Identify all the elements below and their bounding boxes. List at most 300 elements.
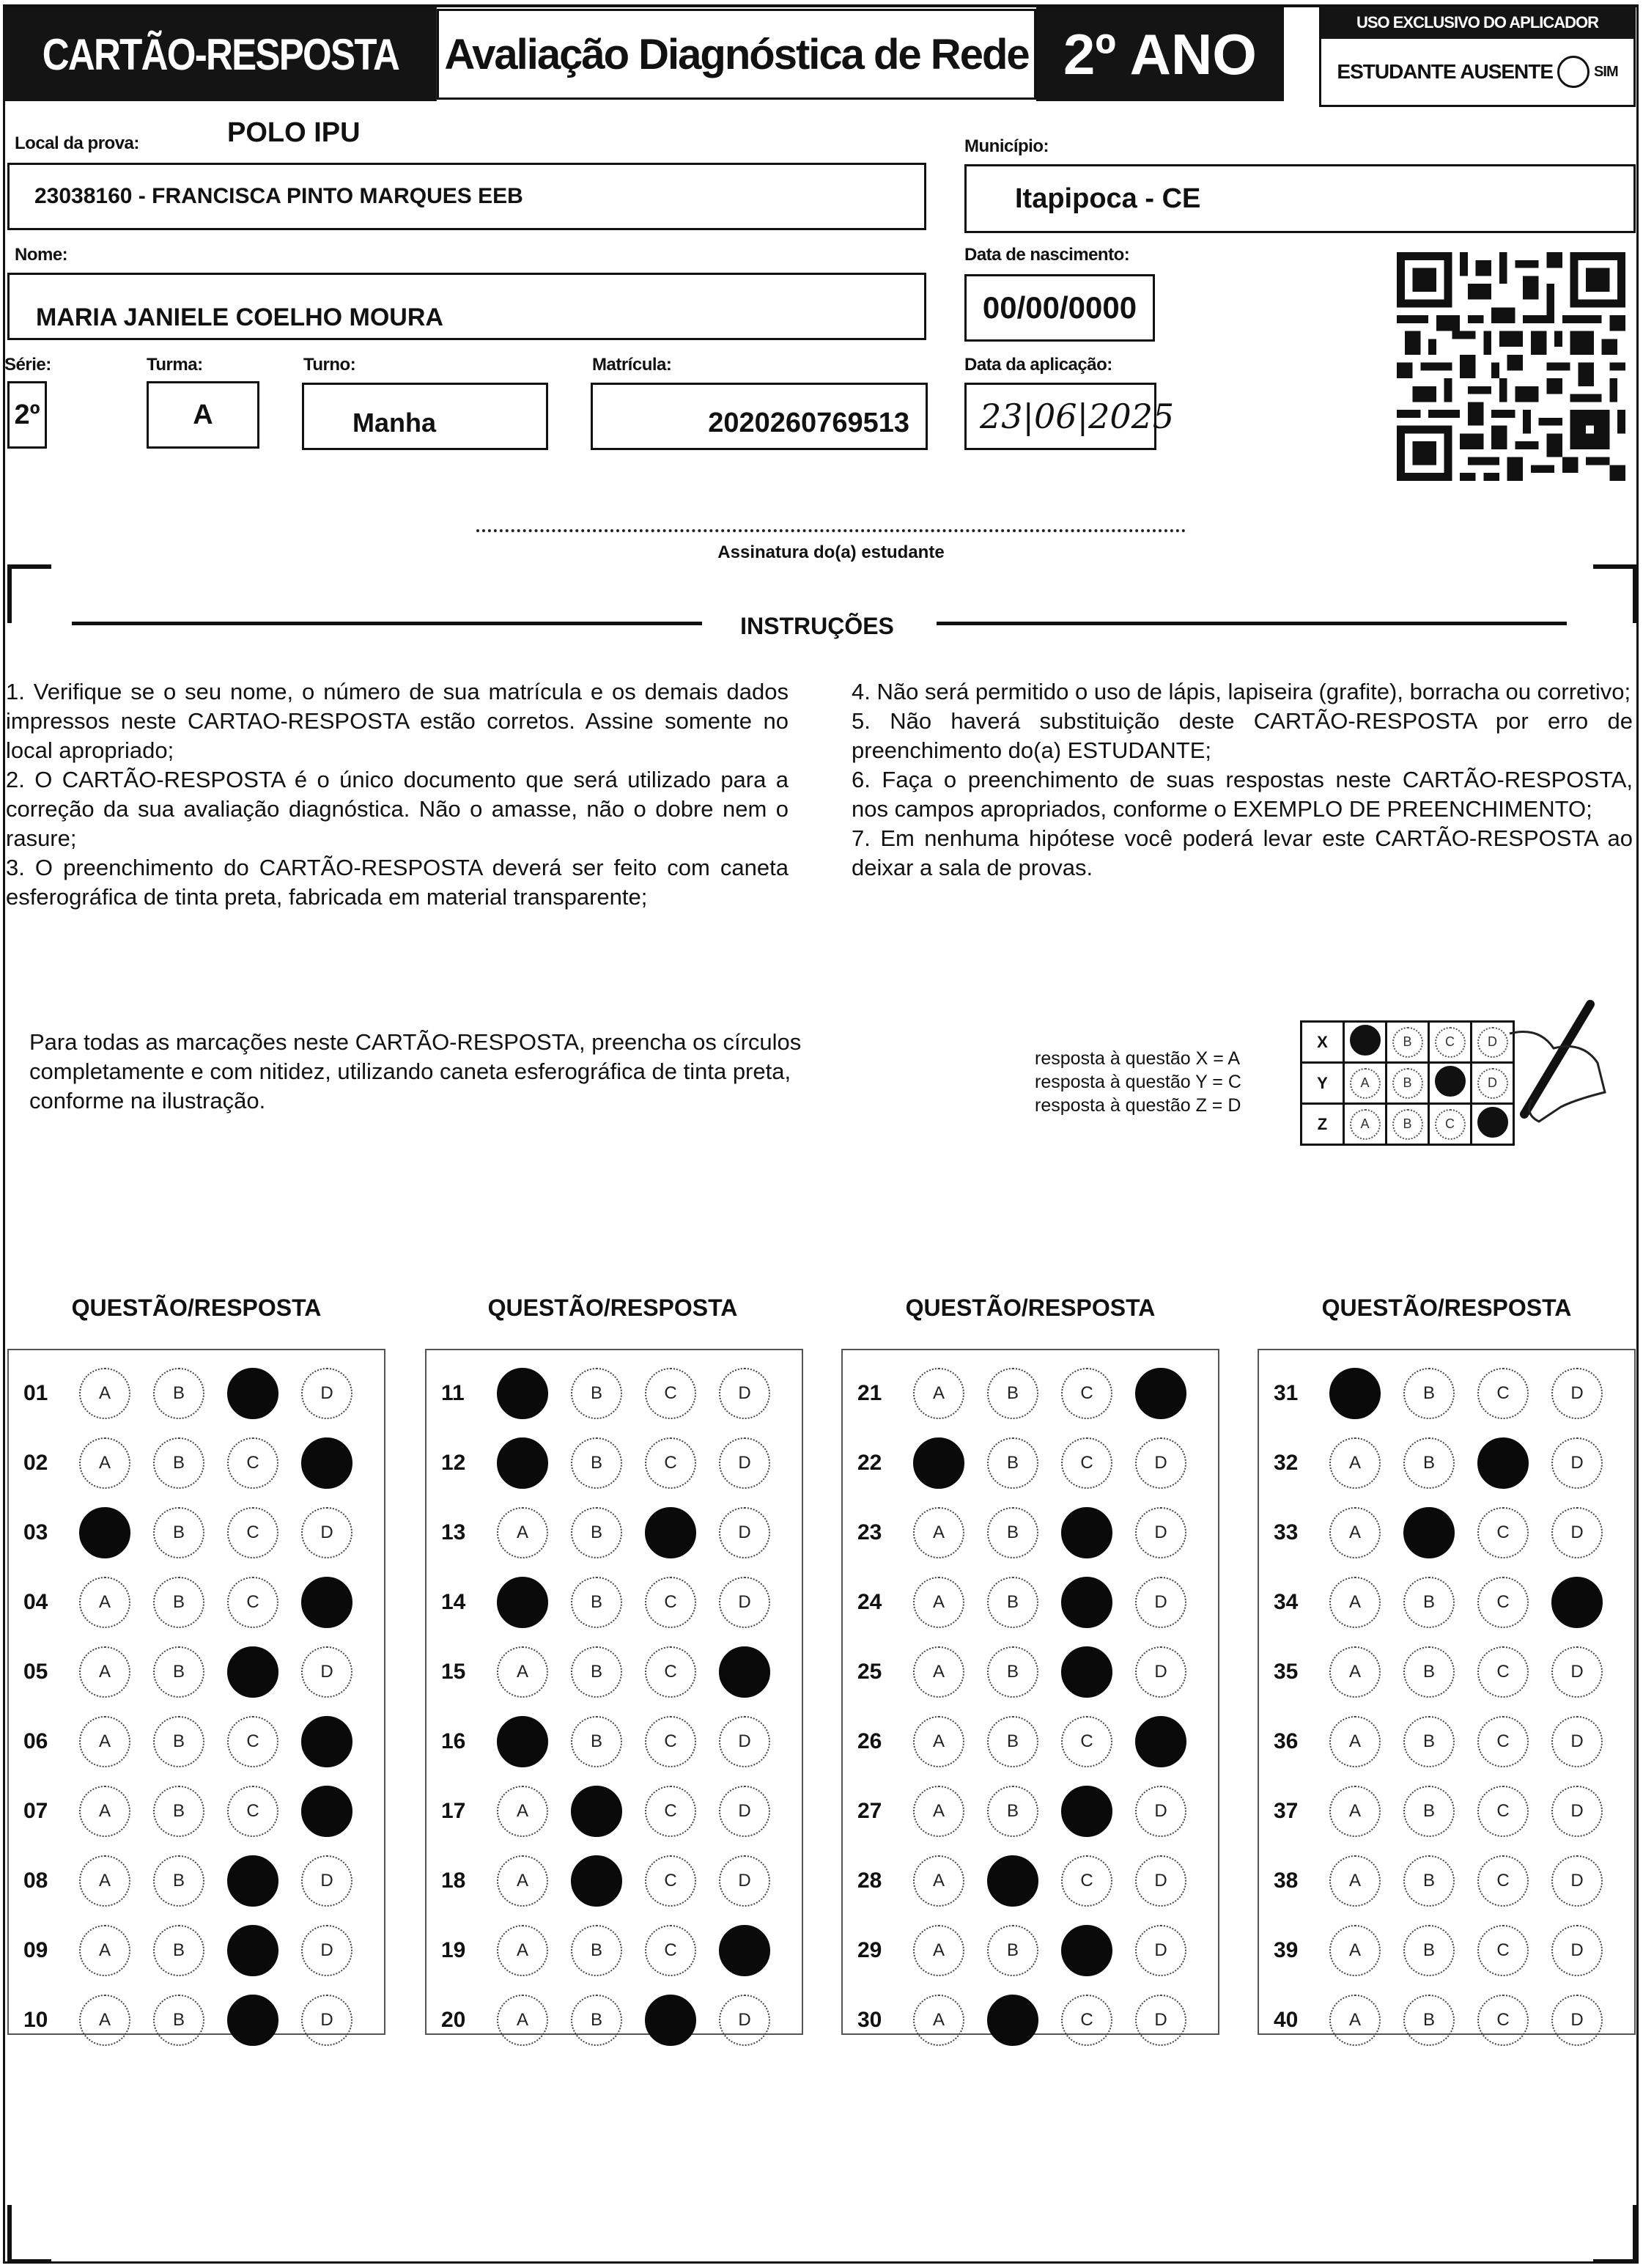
question-number: 08 bbox=[23, 1868, 48, 1893]
answer-bubble-26-b[interactable]: B bbox=[987, 1716, 1038, 1767]
exam-title: Avaliação Diagnóstica de Rede bbox=[437, 9, 1036, 100]
answer-bubble-10-c[interactable] bbox=[227, 1995, 278, 2046]
answer-bubble-09-d[interactable]: D bbox=[301, 1925, 352, 1976]
question-row-24 bbox=[843, 1577, 1218, 1628]
answer-bubble-24-b[interactable]: B bbox=[987, 1577, 1038, 1628]
answer-bubble-09-c[interactable] bbox=[227, 1925, 278, 1976]
answer-bubble-18-d[interactable]: D bbox=[719, 1855, 770, 1907]
answer-bubble-28-a[interactable]: A bbox=[913, 1855, 964, 1907]
turno-field bbox=[302, 383, 548, 450]
answer-bubble-39-d[interactable]: D bbox=[1551, 1925, 1603, 1976]
answer-bubble-20-d[interactable]: D bbox=[719, 1995, 770, 2046]
aplicador-title: USO EXCLUSIVO DO APLICADOR bbox=[1321, 7, 1633, 39]
question-row-21 bbox=[843, 1368, 1218, 1419]
question-number: 03 bbox=[23, 1520, 48, 1544]
answer-bubble-37-b[interactable]: B bbox=[1403, 1786, 1455, 1837]
answer-bubble-14-c[interactable]: C bbox=[645, 1577, 696, 1628]
aplicacao-value: 23|06|2025 bbox=[980, 397, 1175, 436]
answer-bubble-15-b[interactable]: B bbox=[571, 1646, 622, 1698]
turma-label: Turma: bbox=[147, 355, 203, 375]
instructions-divider-left bbox=[72, 622, 702, 625]
answer-bubble-29-b[interactable]: B bbox=[987, 1925, 1038, 1976]
answer-bubble-21-a[interactable]: A bbox=[913, 1368, 964, 1419]
nascimento-label: Data de nascimento: bbox=[964, 245, 1130, 265]
answer-bubble-39-c[interactable]: C bbox=[1477, 1925, 1529, 1976]
answer-bubble-06-a[interactable]: A bbox=[79, 1716, 130, 1767]
serie-field bbox=[7, 381, 47, 449]
answer-bubble-35-b[interactable]: B bbox=[1403, 1646, 1455, 1698]
answer-bubble-37-c[interactable]: C bbox=[1477, 1786, 1529, 1837]
answer-bubble-32-d[interactable]: D bbox=[1551, 1437, 1603, 1489]
answer-bubble-33-b[interactable] bbox=[1403, 1507, 1455, 1558]
answer-bubble-01-d[interactable]: D bbox=[301, 1368, 352, 1419]
answer-bubble-11-b[interactable]: B bbox=[571, 1368, 622, 1419]
question-number: 15 bbox=[441, 1660, 466, 1684]
answer-bubble-38-b[interactable]: B bbox=[1403, 1855, 1455, 1907]
question-row-30 bbox=[843, 1995, 1218, 2046]
question-number: 34 bbox=[1274, 1590, 1299, 1614]
answer-bubble-34-b[interactable]: B bbox=[1403, 1577, 1455, 1628]
answer-bubble-18-b[interactable] bbox=[571, 1855, 622, 1907]
question-number: 33 bbox=[1274, 1520, 1299, 1544]
answer-bubble-34-d[interactable] bbox=[1551, 1577, 1603, 1628]
instructions-left-column bbox=[6, 677, 789, 912]
question-row-01 bbox=[9, 1368, 384, 1419]
answer-bubble-37-d[interactable]: D bbox=[1551, 1786, 1603, 1837]
answer-bubble-05-c[interactable] bbox=[227, 1646, 278, 1698]
answer-bubble-34-a[interactable]: A bbox=[1329, 1577, 1381, 1628]
answer-bubble-37-a[interactable]: A bbox=[1329, 1786, 1381, 1837]
answer-bubble-17-b[interactable] bbox=[571, 1786, 622, 1837]
answers-title-col1: QUESTÃO/RESPOSTA bbox=[71, 1295, 322, 1321]
question-number: 36 bbox=[1274, 1729, 1299, 1753]
absent-option: SIM bbox=[1594, 63, 1618, 80]
answer-bubble-06-d[interactable] bbox=[301, 1716, 352, 1767]
answer-bubble-23-a[interactable]: A bbox=[913, 1507, 964, 1558]
example-bubble: C bbox=[1435, 1109, 1466, 1140]
local-field bbox=[7, 163, 926, 230]
answer-bubble-12-d[interactable]: D bbox=[719, 1437, 770, 1489]
answer-bubble-08-d[interactable]: D bbox=[301, 1855, 352, 1907]
question-row-03 bbox=[9, 1507, 384, 1558]
answer-bubble-32-b[interactable]: B bbox=[1403, 1437, 1455, 1489]
answer-bubble-20-a[interactable]: A bbox=[497, 1995, 548, 2046]
answer-bubble-09-a[interactable]: A bbox=[79, 1925, 130, 1976]
answer-bubble-04-a[interactable]: A bbox=[79, 1577, 130, 1628]
nome-field bbox=[7, 273, 926, 340]
answer-bubble-33-c[interactable]: C bbox=[1477, 1507, 1529, 1558]
answer-bubble-18-c[interactable]: C bbox=[645, 1855, 696, 1907]
answer-bubble-16-b[interactable]: B bbox=[571, 1716, 622, 1767]
answer-bubble-35-a[interactable]: A bbox=[1329, 1646, 1381, 1698]
answer-bubble-31-d[interactable]: D bbox=[1551, 1368, 1603, 1419]
instructions-title: INSTRUÇÕES bbox=[740, 613, 894, 639]
answer-bubble-30-c[interactable]: C bbox=[1061, 1995, 1112, 2046]
answer-bubble-25-c[interactable] bbox=[1061, 1646, 1112, 1698]
answer-bubble-15-a[interactable]: A bbox=[497, 1646, 548, 1698]
example-row-x bbox=[1302, 1022, 1514, 1063]
answer-bubble-19-d[interactable] bbox=[719, 1925, 770, 1976]
question-number: 27 bbox=[857, 1799, 882, 1823]
answers-title-col3: QUESTÃO/RESPOSTA bbox=[905, 1295, 1156, 1321]
question-row-25 bbox=[843, 1646, 1218, 1698]
answer-bubble-28-c[interactable]: C bbox=[1061, 1855, 1112, 1907]
answer-bubble-01-a[interactable]: A bbox=[79, 1368, 130, 1419]
question-number: 18 bbox=[441, 1868, 466, 1893]
instruction-item: 3. O preenchimento do CARTÃO-RESPOSTA deverá ser feito com caneta esferográfica de tinta preta, fabricada em material transparente; bbox=[6, 855, 789, 910]
answer-bubble-09-b[interactable]: B bbox=[153, 1925, 204, 1976]
answer-bubble-20-b[interactable]: B bbox=[571, 1995, 622, 2046]
turma-value: A bbox=[193, 399, 213, 430]
answer-bubble-13-d[interactable]: D bbox=[719, 1507, 770, 1558]
question-row-39 bbox=[1259, 1925, 1634, 1976]
turno-label: Turno: bbox=[303, 355, 356, 375]
example-row-z bbox=[1302, 1104, 1514, 1145]
question-row-14 bbox=[427, 1577, 802, 1628]
answer-bubble-22-d[interactable]: D bbox=[1135, 1437, 1186, 1489]
answer-bubble-27-c[interactable] bbox=[1061, 1786, 1112, 1837]
municipio-label: Município: bbox=[964, 136, 1049, 156]
answer-bubble-30-d[interactable]: D bbox=[1135, 1995, 1186, 2046]
signature-line[interactable] bbox=[476, 529, 1186, 532]
answer-bubble-35-d[interactable]: D bbox=[1551, 1646, 1603, 1698]
answer-bubble-29-d[interactable]: D bbox=[1135, 1925, 1186, 1976]
answer-bubble-24-d[interactable]: D bbox=[1135, 1577, 1186, 1628]
matricula-field bbox=[591, 383, 928, 450]
answer-bubble-04-b[interactable]: B bbox=[153, 1577, 204, 1628]
fill-instructions: Para todas as marcações neste CARTÃO-RESPOSTA, preencha os círculos completamente e com nitidez, utilizando caneta esferográfica de tinta preta, conforme na ilustração. bbox=[29, 1029, 802, 1113]
answer-bubble-13-c[interactable] bbox=[645, 1507, 696, 1558]
answer-bubble-12-a[interactable] bbox=[497, 1437, 548, 1489]
answer-bubble-07-b[interactable]: B bbox=[153, 1786, 204, 1837]
answer-bubble-25-b[interactable]: B bbox=[987, 1646, 1038, 1698]
answer-bubble-03-b[interactable]: B bbox=[153, 1507, 204, 1558]
answer-bubble-10-a[interactable]: A bbox=[79, 1995, 130, 2046]
qr-code-icon bbox=[1397, 252, 1625, 481]
question-number: 16 bbox=[441, 1729, 466, 1753]
question-number: 07 bbox=[23, 1799, 48, 1823]
answer-bubble-24-c[interactable] bbox=[1061, 1577, 1112, 1628]
answer-bubble-34-c[interactable]: C bbox=[1477, 1577, 1529, 1628]
answer-bubble-31-c[interactable]: C bbox=[1477, 1368, 1529, 1419]
turno-value: Manha bbox=[352, 408, 437, 438]
answer-bubble-21-b[interactable]: B bbox=[987, 1368, 1038, 1419]
answer-bubble-36-a[interactable]: A bbox=[1329, 1716, 1381, 1767]
example-row-label: Y bbox=[1302, 1063, 1344, 1104]
aplicacao-field[interactable] bbox=[964, 383, 1175, 450]
answer-bubble-04-c[interactable]: C bbox=[227, 1577, 278, 1628]
example-legend bbox=[1035, 1047, 1241, 1117]
aplicacao-label: Data da aplicação: bbox=[964, 355, 1112, 375]
question-row-02 bbox=[9, 1437, 384, 1489]
answer-bubble-22-a[interactable] bbox=[913, 1437, 964, 1489]
answers-block-3 bbox=[841, 1349, 1219, 2035]
question-row-04 bbox=[9, 1577, 384, 1628]
answer-bubble-03-a[interactable] bbox=[79, 1507, 130, 1558]
question-number: 30 bbox=[857, 2008, 882, 2032]
answer-bubble-40-a[interactable]: A bbox=[1329, 1995, 1381, 2046]
example-legend-x: resposta à questão X = A bbox=[1035, 1048, 1241, 1069]
question-row-35 bbox=[1259, 1646, 1634, 1698]
answer-bubble-12-b[interactable]: B bbox=[571, 1437, 622, 1489]
answer-bubble-25-d[interactable]: D bbox=[1135, 1646, 1186, 1698]
answer-bubble-18-a[interactable]: A bbox=[497, 1855, 548, 1907]
instructions-right-column bbox=[852, 677, 1633, 883]
answer-bubble-14-a[interactable] bbox=[497, 1577, 548, 1628]
answer-bubble-17-c[interactable]: C bbox=[645, 1786, 696, 1837]
question-number: 24 bbox=[857, 1590, 882, 1614]
answer-bubble-36-b[interactable]: B bbox=[1403, 1716, 1455, 1767]
example-legend-z: resposta à questão Z = D bbox=[1035, 1095, 1241, 1116]
answer-bubble-14-b[interactable]: B bbox=[571, 1577, 622, 1628]
nascimento-value: 00/00/0000 bbox=[982, 290, 1137, 325]
answer-bubble-35-c[interactable]: C bbox=[1477, 1646, 1529, 1698]
polo-value: POLO IPU bbox=[227, 117, 361, 148]
municipio-value: Itapipoca - CE bbox=[1015, 183, 1201, 214]
question-number: 28 bbox=[857, 1868, 882, 1893]
example-legend-y: resposta à questão Y = C bbox=[1035, 1072, 1241, 1092]
example-bubble: D bbox=[1477, 1068, 1508, 1099]
nascimento-field bbox=[964, 274, 1155, 342]
answer-bubble-28-d[interactable]: D bbox=[1135, 1855, 1186, 1907]
question-number: 11 bbox=[441, 1381, 465, 1405]
answer-bubble-36-c[interactable]: C bbox=[1477, 1716, 1529, 1767]
answer-bubble-21-c[interactable]: C bbox=[1061, 1368, 1112, 1419]
answer-bubble-38-a[interactable]: A bbox=[1329, 1855, 1381, 1907]
answer-bubble-17-d[interactable]: D bbox=[719, 1786, 770, 1837]
absent-bubble[interactable] bbox=[1557, 56, 1590, 88]
question-row-08 bbox=[9, 1855, 384, 1907]
answer-bubble-22-c[interactable]: C bbox=[1061, 1437, 1112, 1489]
answer-bubble-26-a[interactable]: A bbox=[913, 1716, 964, 1767]
nome-value: MARIA JANIELE COELHO MOURA bbox=[36, 303, 443, 331]
answer-bubble-05-b[interactable]: B bbox=[153, 1646, 204, 1698]
local-label: Local da prova: bbox=[15, 133, 139, 153]
answer-bubble-08-b[interactable]: B bbox=[153, 1855, 204, 1907]
question-row-05 bbox=[9, 1646, 384, 1698]
question-number: 05 bbox=[23, 1660, 48, 1684]
answers-block-1 bbox=[7, 1349, 385, 2035]
answer-bubble-10-d[interactable]: D bbox=[301, 1995, 352, 2046]
question-number: 29 bbox=[857, 1938, 882, 1962]
question-row-26 bbox=[843, 1716, 1218, 1767]
answer-bubble-23-b[interactable]: B bbox=[987, 1507, 1038, 1558]
example-bubble: B bbox=[1392, 1068, 1423, 1099]
answer-bubble-32-c[interactable] bbox=[1477, 1437, 1529, 1489]
answer-bubble-29-c[interactable] bbox=[1061, 1925, 1112, 1976]
answer-bubble-16-d[interactable]: D bbox=[719, 1716, 770, 1767]
answer-bubble-40-b[interactable]: B bbox=[1403, 1995, 1455, 2046]
question-row-18 bbox=[427, 1855, 802, 1907]
question-number: 14 bbox=[441, 1590, 466, 1614]
question-row-16 bbox=[427, 1716, 802, 1767]
answers-block-4 bbox=[1258, 1349, 1636, 2035]
example-row-label: Z bbox=[1302, 1104, 1344, 1145]
answer-bubble-02-a[interactable]: A bbox=[79, 1437, 130, 1489]
question-row-19 bbox=[427, 1925, 802, 1976]
answer-bubble-10-b[interactable]: B bbox=[153, 1995, 204, 2046]
question-row-20 bbox=[427, 1995, 802, 2046]
answer-bubble-15-d[interactable] bbox=[719, 1646, 770, 1698]
answer-bubble-04-d[interactable] bbox=[301, 1577, 352, 1628]
instruction-item: 7. Em nenhuma hipótese você poderá levar este CARTÃO-RESPOSTA ao deixar a sala de provas. bbox=[852, 825, 1633, 880]
answer-bubble-33-a[interactable]: A bbox=[1329, 1507, 1381, 1558]
question-number: 19 bbox=[441, 1938, 466, 1962]
answer-bubble-31-a[interactable] bbox=[1329, 1368, 1381, 1419]
answer-bubble-26-c[interactable]: C bbox=[1061, 1716, 1112, 1767]
instruction-item: 1. Verifique se o seu nome, o número de sua matrícula e os demais dados impressos neste CARTAO-RESPOSTA estão corretos. Assine somente no local apropriado; bbox=[6, 679, 789, 763]
example-bubble-filled bbox=[1350, 1025, 1381, 1056]
answer-bubble-08-a[interactable]: A bbox=[79, 1855, 130, 1907]
answer-bubble-26-d[interactable] bbox=[1135, 1716, 1186, 1767]
example-bubble: B bbox=[1392, 1027, 1423, 1058]
answer-bubble-15-c[interactable]: C bbox=[645, 1646, 696, 1698]
example-bubble: A bbox=[1350, 1068, 1381, 1099]
answer-bubble-38-d[interactable]: D bbox=[1551, 1855, 1603, 1907]
question-row-31 bbox=[1259, 1368, 1634, 1419]
answer-bubble-03-d[interactable]: D bbox=[301, 1507, 352, 1558]
question-row-17 bbox=[427, 1786, 802, 1837]
answer-bubble-11-c[interactable]: C bbox=[645, 1368, 696, 1419]
answer-bubble-32-a[interactable]: A bbox=[1329, 1437, 1381, 1489]
answer-bubble-27-a[interactable]: A bbox=[913, 1786, 964, 1837]
question-row-38 bbox=[1259, 1855, 1634, 1907]
question-number: 32 bbox=[1274, 1451, 1299, 1475]
answer-bubble-29-a[interactable]: A bbox=[913, 1925, 964, 1976]
instruction-item: 2. O CARTÃO-RESPOSTA é o único documento que será utilizado para a correção da sua avaliação diagnóstica. Não o amasse, não o dobre nem o rasure; bbox=[6, 767, 789, 851]
answer-bubble-23-d[interactable]: D bbox=[1135, 1507, 1186, 1558]
answer-bubble-03-c[interactable]: C bbox=[227, 1507, 278, 1558]
question-row-40 bbox=[1259, 1995, 1634, 2046]
answer-bubble-20-c[interactable] bbox=[645, 1995, 696, 2046]
answer-bubble-22-b[interactable]: B bbox=[987, 1437, 1038, 1489]
question-row-09 bbox=[9, 1925, 384, 1976]
answer-bubble-11-d[interactable]: D bbox=[719, 1368, 770, 1419]
answer-bubble-39-b[interactable]: B bbox=[1403, 1925, 1455, 1976]
signature-label: Assinatura do(a) estudante bbox=[717, 542, 945, 562]
answer-bubble-39-a[interactable]: A bbox=[1329, 1925, 1381, 1976]
answer-bubble-16-c[interactable]: C bbox=[645, 1716, 696, 1767]
answer-bubble-06-b[interactable]: B bbox=[153, 1716, 204, 1767]
question-number: 10 bbox=[23, 2008, 48, 2032]
answer-bubble-30-b[interactable] bbox=[987, 1995, 1038, 2046]
answer-bubble-11-a[interactable] bbox=[497, 1368, 548, 1419]
question-number: 21 bbox=[857, 1381, 882, 1405]
answer-bubble-40-d[interactable]: D bbox=[1551, 1995, 1603, 2046]
answer-bubble-36-d[interactable]: D bbox=[1551, 1716, 1603, 1767]
example-bubble: A bbox=[1350, 1109, 1381, 1140]
question-row-29 bbox=[843, 1925, 1218, 1976]
question-number: 23 bbox=[857, 1520, 882, 1544]
serie-label: Série: bbox=[4, 355, 51, 375]
answer-bubble-25-a[interactable]: A bbox=[913, 1646, 964, 1698]
question-number: 37 bbox=[1274, 1799, 1299, 1823]
answer-bubble-19-c[interactable]: C bbox=[645, 1925, 696, 1976]
question-number: 20 bbox=[441, 2008, 466, 2032]
answer-bubble-17-a[interactable]: A bbox=[497, 1786, 548, 1837]
question-number: 39 bbox=[1274, 1938, 1299, 1962]
question-number: 12 bbox=[441, 1451, 466, 1475]
answer-bubble-13-a[interactable]: A bbox=[497, 1507, 548, 1558]
municipio-field bbox=[964, 164, 1636, 233]
answers-block-2 bbox=[425, 1349, 803, 2035]
answer-bubble-16-a[interactable] bbox=[497, 1716, 548, 1767]
question-number: 01 bbox=[23, 1381, 48, 1405]
question-number: 40 bbox=[1274, 2008, 1299, 2032]
question-row-33 bbox=[1259, 1507, 1634, 1558]
question-row-23 bbox=[843, 1507, 1218, 1558]
answer-bubble-19-a[interactable]: A bbox=[497, 1925, 548, 1976]
answer-bubble-12-c[interactable]: C bbox=[645, 1437, 696, 1489]
question-number: 22 bbox=[857, 1451, 882, 1475]
answer-bubble-28-b[interactable] bbox=[987, 1855, 1038, 1907]
answer-bubble-21-d[interactable] bbox=[1135, 1368, 1186, 1419]
local-value: 23038160 - FRANCISCA PINTO MARQUES EEB bbox=[34, 184, 523, 208]
example-row-label: X bbox=[1302, 1022, 1344, 1063]
turma-field bbox=[147, 381, 259, 449]
instructions-divider-right bbox=[937, 622, 1567, 625]
question-number: 26 bbox=[857, 1729, 882, 1753]
question-row-12 bbox=[427, 1437, 802, 1489]
answer-bubble-01-b[interactable]: B bbox=[153, 1368, 204, 1419]
corner-mark-top-left bbox=[7, 564, 51, 623]
matricula-label: Matrícula: bbox=[592, 355, 672, 375]
question-row-22 bbox=[843, 1437, 1218, 1489]
answer-bubble-23-c[interactable] bbox=[1061, 1507, 1112, 1558]
answer-bubble-06-c[interactable]: C bbox=[227, 1716, 278, 1767]
answer-bubble-05-d[interactable]: D bbox=[301, 1646, 352, 1698]
example-grid bbox=[1300, 1020, 1515, 1146]
answer-bubble-27-b[interactable]: B bbox=[987, 1786, 1038, 1837]
answer-bubble-40-c[interactable]: C bbox=[1477, 1995, 1529, 2046]
question-row-13 bbox=[427, 1507, 802, 1558]
answer-bubble-07-a[interactable]: A bbox=[79, 1786, 130, 1837]
aplicador-box bbox=[1319, 4, 1636, 107]
answer-bubble-05-a[interactable]: A bbox=[79, 1646, 130, 1698]
answer-bubble-07-d[interactable] bbox=[301, 1786, 352, 1837]
answer-bubble-38-c[interactable]: C bbox=[1477, 1855, 1529, 1907]
matricula-value: 2020260769513 bbox=[708, 407, 909, 438]
question-row-07 bbox=[9, 1786, 384, 1837]
answer-bubble-19-b[interactable]: B bbox=[571, 1925, 622, 1976]
question-number: 04 bbox=[23, 1590, 48, 1614]
grade-badge: 2º ANO bbox=[1036, 7, 1284, 101]
answer-bubble-02-d[interactable] bbox=[301, 1437, 352, 1489]
question-row-32 bbox=[1259, 1437, 1634, 1489]
answer-bubble-27-d[interactable]: D bbox=[1135, 1786, 1186, 1837]
answer-bubble-31-b[interactable]: B bbox=[1403, 1368, 1455, 1419]
answer-bubble-07-c[interactable]: C bbox=[227, 1786, 278, 1837]
answer-bubble-14-d[interactable]: D bbox=[719, 1577, 770, 1628]
hand-pen-icon bbox=[1495, 997, 1642, 1144]
question-row-36 bbox=[1259, 1716, 1634, 1767]
answer-bubble-24-a[interactable]: A bbox=[913, 1577, 964, 1628]
answers-title-col4: QUESTÃO/RESPOSTA bbox=[1321, 1295, 1572, 1321]
question-row-10 bbox=[9, 1995, 384, 2046]
instruction-item: 5. Não haverá substituição deste CARTÃO-RESPOSTA por erro de preenchimento do(a) ESTUDANTE; bbox=[852, 708, 1633, 763]
answer-bubble-02-c[interactable]: C bbox=[227, 1437, 278, 1489]
answer-bubble-13-b[interactable]: B bbox=[571, 1507, 622, 1558]
answer-bubble-01-c[interactable] bbox=[227, 1368, 278, 1419]
question-row-34 bbox=[1259, 1577, 1634, 1628]
corner-mark-bottom-left bbox=[7, 2205, 51, 2264]
instruction-item: 4. Não será permitido o uso de lápis, lapiseira (grafite), borracha ou corretivo; bbox=[852, 679, 1631, 704]
question-number: 06 bbox=[23, 1729, 48, 1753]
answer-bubble-02-b[interactable]: B bbox=[153, 1437, 204, 1489]
answer-bubble-30-a[interactable]: A bbox=[913, 1995, 964, 2046]
answer-bubble-08-c[interactable] bbox=[227, 1855, 278, 1907]
answer-bubble-33-d[interactable]: D bbox=[1551, 1507, 1603, 1558]
